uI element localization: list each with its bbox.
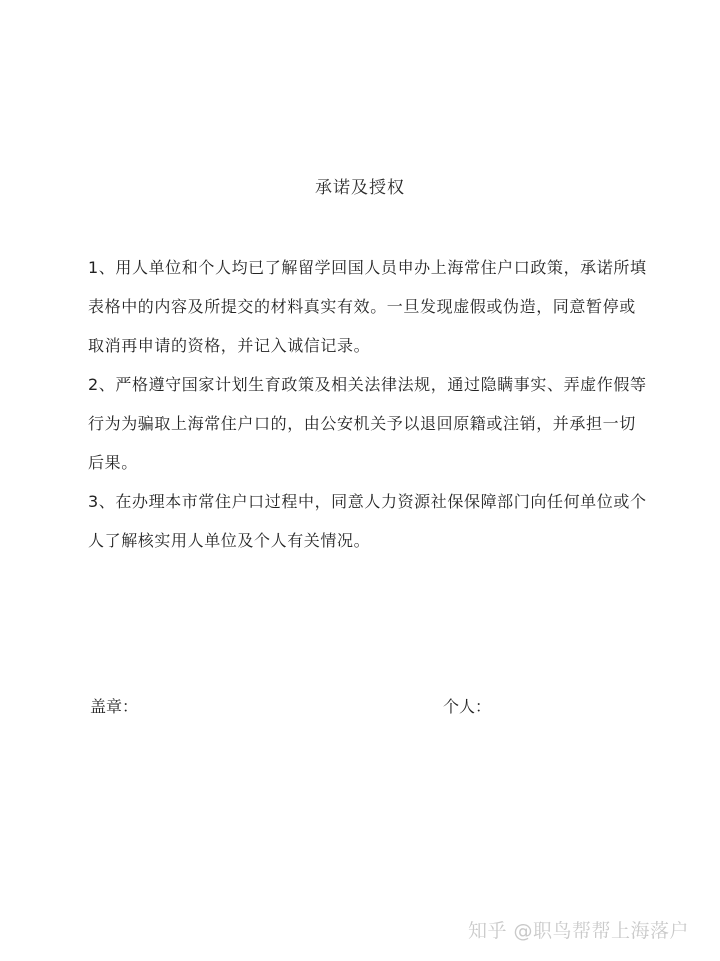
document-title: 承诺及授权 (315, 178, 405, 198)
paragraph-commitment: 1、用人单位和个人均已了解留学回国人员申办上海常住户口政策，承诺所填表格中的内容及所提交的材料真实有效。一旦发现虚假或伪造，同意暂停或取消再申请的资格，并记入诚信记录。 (88, 258, 647, 355)
paragraph-family-planning: 2、严格遵守国家计划生育政策及相关法律法规，通过隐瞒事实、弄虚作假等行为为骗取上海常住户口的，由公安机关予以退回原籍或注销，并承担一切后果。 (88, 375, 647, 472)
stamp-label: 盖章： (90, 697, 139, 716)
document-body (88, 248, 648, 560)
person-signature-label: 个人： (443, 697, 492, 716)
paragraph-authorization: 3、在办理本市常住户口过程中，同意人力资源社保保障部门向任何单位或个人了解核实用人单位及个人有关情况。 (88, 492, 647, 550)
zhihu-watermark: 知乎 @职鸟帮帮上海落户 (468, 920, 690, 942)
